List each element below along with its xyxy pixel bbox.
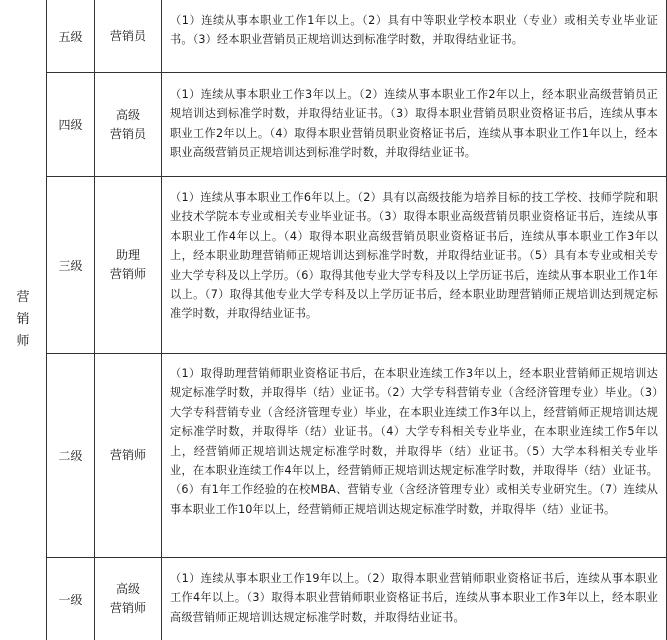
category-cell [0,0,46,640]
level-cell [47,73,94,176]
title-label: 营销员 [109,28,146,43]
requirements-text: （1）连续从事本职业工作6年以上。（2）具有以高级技能为培养目标的技工学校、技师学院和职业技术学院本专业或相关专业毕业证书。（3）取得本职业高级营销员职业资格证书后，连续从事本职业工作4年以上。（4）取得本职业高级营销员职业资格证书后，连续从事本职业工作3年以上，经本职业助理营销师正规培训达到标准学时数，并取得结业证书。（5）具有本专业或相关专业大学专科及以上学历。（6）取得其他专业大学专科及以上学历证书后，连续从事本职业工作1年以上。（7）取得其他专业大学专科及以上学历证书后，经本职业助理营销师正规培训达到规定标准学时数，并取得结业证书。 [170,191,658,321]
level-label: 五级 [58,29,83,44]
category-label: 营销师 [16,290,30,349]
title-label: 高级 营销师 [109,582,146,615]
grid-line [161,0,162,640]
level-cell [47,177,94,353]
requirements-text: （1）连续从事本职业工作19年以上。（2）取得本职业营销师职业资格证书后，连续从事本职业工作4年以上。（3）取得本职业营销师职业资格证书后，连续从事本职业工作3年以上，经本职业高级营销师正规培训达规定标准学时数，并取得结业证书。 [170,572,658,624]
title-cell [95,354,161,557]
title-label: 高级 营销员 [109,107,146,141]
level-label: 一级 [58,592,83,607]
requirements-text: （1）连续从事本职业工作3年以上。（2）连续从事本职业工作2年以上，经本职业高级营销员正规培训达到标准学时数，并取得结业证书。（3）取得本职业营销员职业资格证书后，连续从事本职业工作2年以上。（4）取得本职业营销员职业资格证书后，连续从事本职业工作1年以上，经本职业高级营销员正规培训达到标准学时数，并取得结业证书。 [170,88,658,160]
title-cell [95,0,161,72]
title-cell [95,177,161,353]
level-label: 二级 [58,449,83,463]
title-cell [95,73,161,176]
title-label: 营销师 [109,448,146,462]
level-cell [47,0,94,72]
title-label: 助理 营销师 [109,248,146,281]
requirements-text: （1）连续从事本职业工作1年以上。（2）具有中等职业学校本职业（专业）或相关专业毕业证书。（3）经本职业营销员正规培训达到标准学时数，并取得结业证书。 [170,14,658,47]
level-cell [47,558,94,640]
level-label: 三级 [58,258,83,273]
requirements-text: （1）取得助理营销师职业资格证书后，在本职业连续工作3年以上，经本职业营销师正规培训达规定标准学时数，并取得毕（结）业证书。（2）大学专科营销专业（含经济管理专业）毕业。（3）大学专科营销专业（含经济管理专业）毕业，在本职业连续工作3年以上，经营销师正规培训达规定标准学时数，并取得毕（结）业证书。（4）大学专科相关专业毕业，在本职业连续工作5年以上，经营销师正规培训达规定标准学时数，并取得毕（结）业证书。（5）大学本科相关专业毕业，在本职业连续工作4年以上，经营销师正规培训达规定标准学时数，并取得毕（结）业证书。（6）有1年工作经验的在校MBA、营销专业（含经济管理专业）或相关专业研究生。（7）连续从事本职业工作10年以上，经营销师正规培训达规定标准学时数，并取得毕（结）业证书。 [170,367,658,516]
level-cell [47,354,94,557]
level-label: 四级 [58,118,83,132]
title-cell [95,558,161,640]
